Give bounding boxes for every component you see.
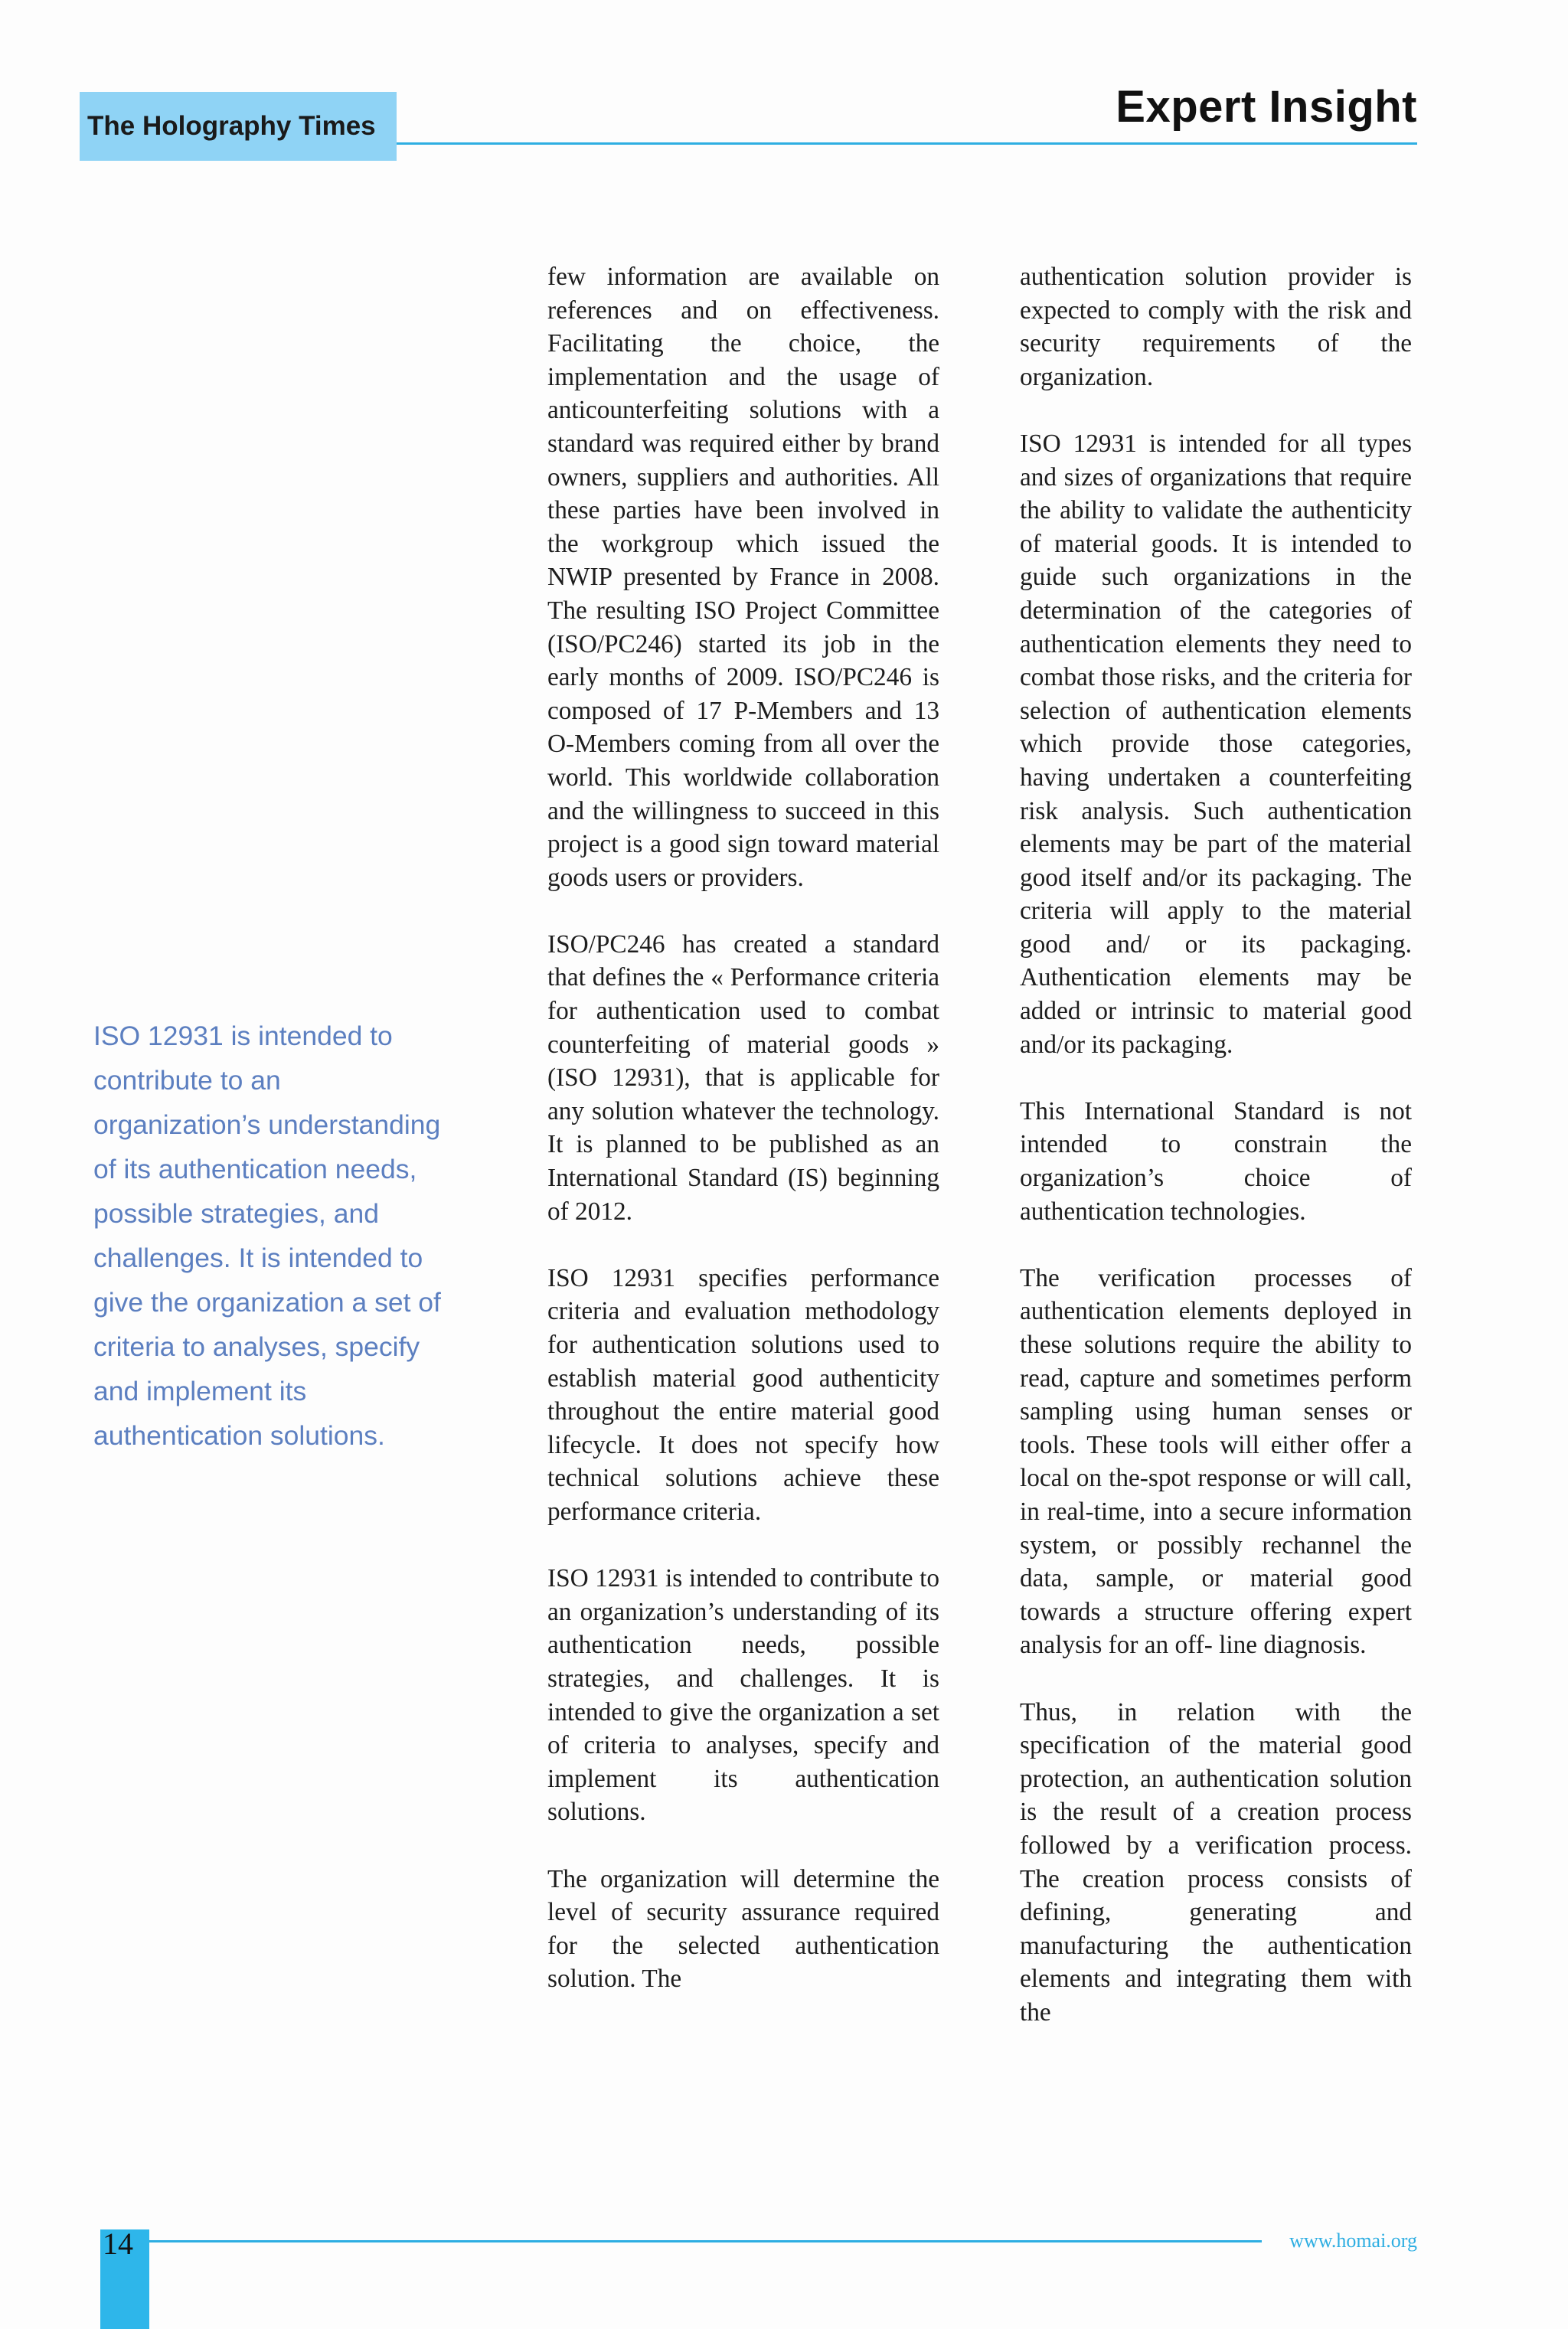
publication-title: The Holography Times [87,111,376,141]
header-rule [397,142,1417,145]
publication-badge [80,92,397,161]
paragraph: authentication solution provider is expected to comply with the risk and security requirements of the organization. [1020,263,1412,391]
footer-url: www.homai.org [1289,2229,1417,2252]
paragraph: The verification processes of authentication elements deployed in these solutions require the ability to read, capture and sometimes perform sampling using human senses or tools. These tools will either offer a local on the-spot response or will call, in real-time, into a secure information system, or possibly rechannel the data, sample, or material good towards a structure offering expert analysis for an off- line diagnosis. [1020,1263,1412,1660]
paragraph: few information are available on references and on effectiveness. Facilitating the choice, the implementation and the usage of anticounterfeiting solutions with a standard was required either by brand owners, suppliers and authorities. All these parties have been involved in the workgroup which issued the NWIP presented by France in 2008. The resulting ISO Project Committee (ISO/PC246) started its job in the early months of 2009. ISO/PC246 is composed of 17 P-Members and 13 O-Members coming from all over the world. This worldwide collaboration and the willingness to succeed in this project is a good sign toward material goods users or providers. [547,263,939,892]
paragraph: ISO 12931 is intended to contribute to an organization’s understanding of its authentication needs, possible strategies, and challenges. It is intended to give the organization a set of criteria to analyses, specify and implement its authentication solutions. [547,1564,939,1827]
paragraph: ISO 12931 specifies performance criteria and evaluation methodology for authentication solutions used to establish material good authenticity throughout the entire material good lifecycle. It does not specify how technical solutions achieve these performance criteria. [547,1263,939,1526]
page-number: 14 [103,2226,133,2261]
text-column-right [1020,260,1412,2063]
section-title: Expert Insight [1116,82,1417,132]
paragraph: ISO 12931 is intended for all types and sizes of organizations that require the ability to validate the authenticity of material goods. It is intended to guide such organizations in the determination of the categories of authentication elements they need to combat those risks, and the criteria for selection of authentication elements which provide those categories, having undertaken a counterfeiting risk analysis. Such authentication elements may be part of the material good itself and/or its packaging. The criteria will apply to the material good and/ or its packaging. Authentication elements may be added or intrinsic to material good and/or its packaging. [1020,429,1412,1059]
paragraph: The organization will determine the level of security assurance required for the selected authentication solution. The [547,1864,939,1994]
paragraph: ISO/PC246 has created a standard that defines the « Performance criteria for authentication used to combat counterfeiting of material goods » (ISO 12931), that is applicable for any solution whatever the technology. It is planned to be published as an International Standard (IS) beginning of 2012. [547,929,939,1226]
footer-rule [149,2240,1262,2242]
paragraph: Thus, in relation with the specification of the material good protection, an authentication solution is the result of a creation process followed by a verification process. The creation process consists of defining, generating and manufacturing the authentication elements and integrating them with the [1020,1697,1412,2027]
text-column-left [547,260,939,2029]
paragraph: This International Standard is not intended to constrain the organization’s choice of authentication technologies. [1020,1096,1412,1226]
pullquote: ISO 12931 is intended to contribute to an organization’s understanding of its authentication needs, possible strategies, and challenges. It is intended to give the organization a set of criteria to analyses, specify and implement its authentication solutions. [93,1021,441,1451]
